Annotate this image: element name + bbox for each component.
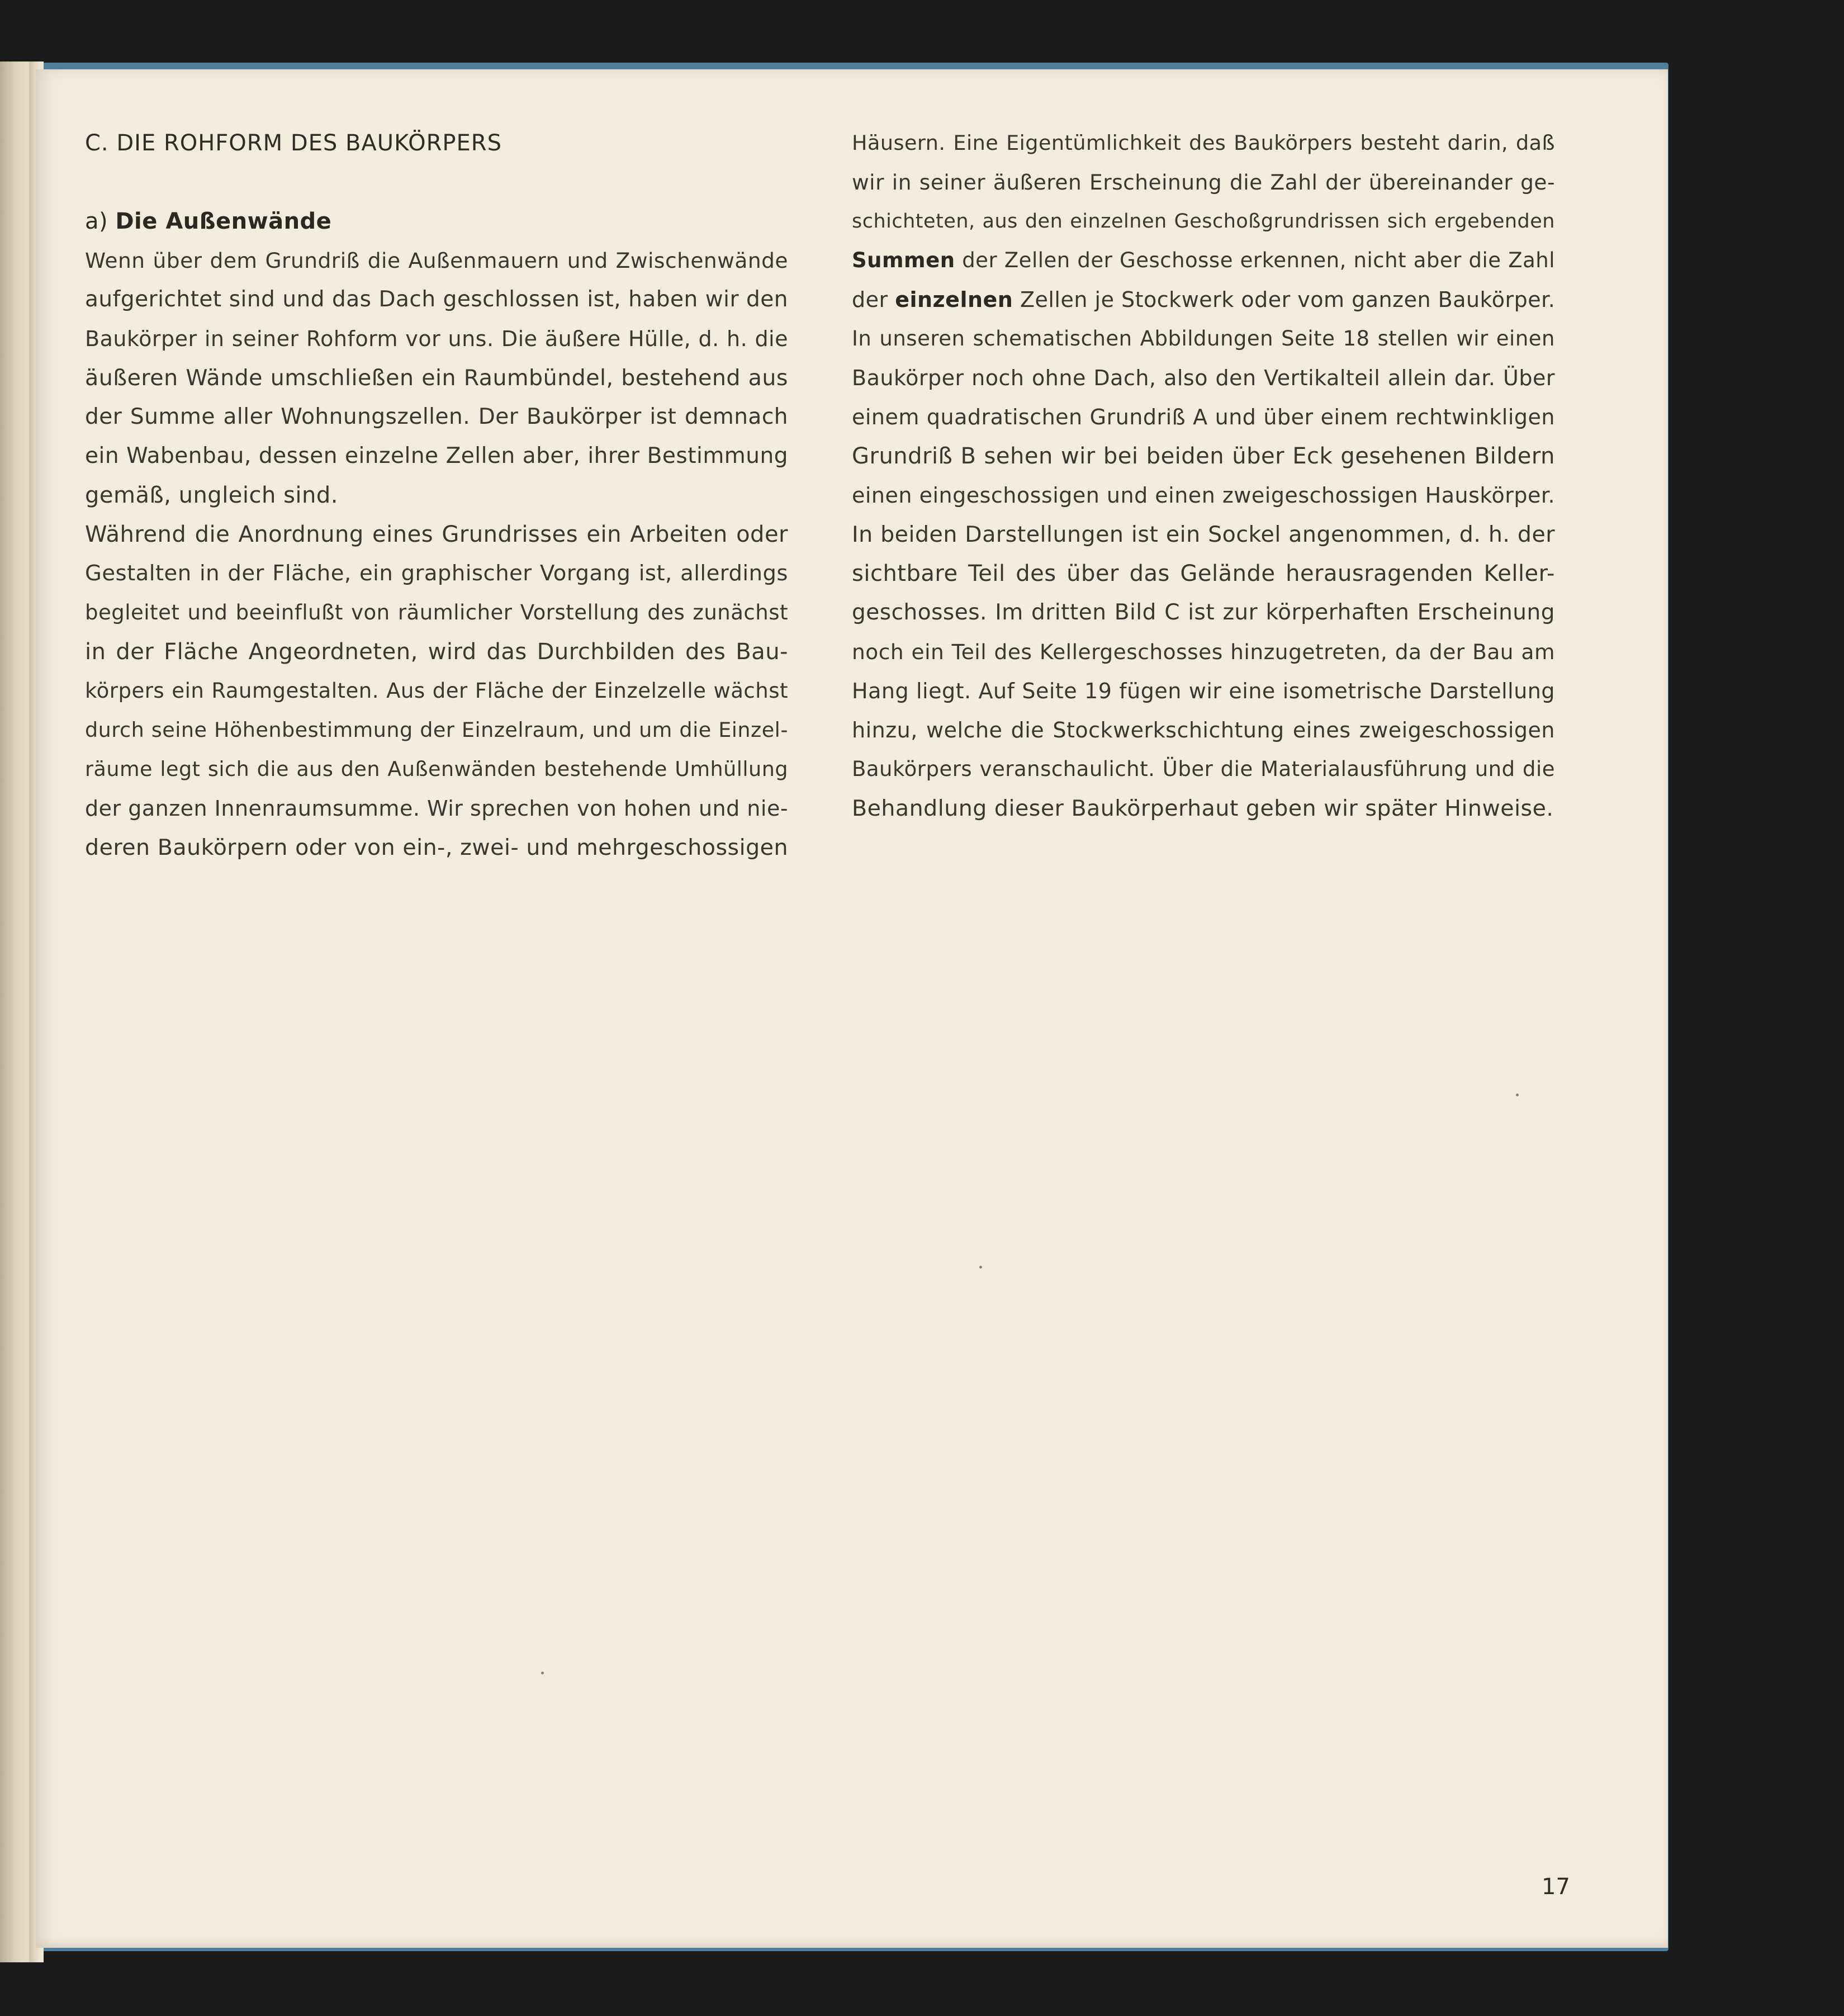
body-line: geschosses. Im dritten Bild C ist zur körperhaften Erscheinung	[852, 600, 1555, 625]
body-line: ein Wabenbau, dessen einzelne Zellen aber, ihrer Bestimmung	[85, 443, 788, 468]
body-line: Behandlung dieser Baukörperhaut geben wir später Hinweise.	[852, 796, 1554, 821]
body-line: körpers ein Raumgestalten. Aus der Fläche der Einzelzelle wächst	[85, 679, 788, 703]
body-line: Grundriß B sehen wir bei beiden über Eck gesehenen Bildern	[852, 443, 1555, 469]
body-line: deren Baukörpern oder von ein-, zwei- und mehrgeschossigen	[85, 835, 788, 860]
body-line: wir in seiner äußeren Erscheinung die Zahl der übereinander ge-	[852, 170, 1555, 195]
body-line: aufgerichtet sind und das Dach geschlossen ist, haben wir den	[85, 287, 788, 312]
body-line: räume legt sich die aus den Außenwänden bestehende Umhüllung	[85, 757, 788, 781]
body-line: einen eingeschossigen und einen zweigeschossigen Hauskörper.	[852, 483, 1556, 508]
body-line: sichtbare Teil des über das Gelände herausragenden Keller-	[852, 561, 1555, 586]
body-line: gemäß, ungleich sind.	[85, 482, 338, 508]
body-line: In beiden Darstellungen ist ein Sockel angenommen, d. h. der	[852, 522, 1555, 547]
subsection-prefix: a)	[85, 209, 108, 234]
body-line: begleitet und beeinflußt von räumlicher Vorstellung des zunächst	[85, 600, 788, 624]
page-number: 17	[1542, 1874, 1570, 1900]
body-line: der Summe aller Wohnungszellen. Der Baukörper ist demnach	[85, 404, 788, 429]
subsection-heading	[85, 205, 331, 238]
body-line: Baukörpers veranschaulicht. Über die Materialausführung und die	[852, 757, 1555, 781]
section-heading: C. DIE ROHFORM DES BAUKÖRPERS	[85, 130, 502, 156]
body-line: Baukörper in seiner Rohform vor uns. Die äußere Hülle, d. h. die	[85, 326, 788, 351]
body-line: Gestalten in der Fläche, ein graphischer Vorgang ist, allerdings	[85, 561, 788, 586]
body-line: schichteten, aus den einzelnen Geschoßgrundrissen sich ergebenden	[852, 210, 1555, 233]
body-text: der	[852, 287, 895, 312]
paper-speck	[1516, 1094, 1519, 1096]
body-line: hinzu, welche die Stockwerkschichtung eines zweigeschossigen	[852, 718, 1555, 742]
body-text: der Zellen der Geschosse erkennen, nicht aber die Zahl	[955, 248, 1555, 272]
body-line: Häusern. Eine Eigentümlichkeit des Baukörpers besteht darin, daß	[852, 131, 1555, 155]
body-line: der ganzen Innenraumsumme. Wir sprechen von hohen und nie-	[85, 796, 789, 821]
body-line: äußeren Wände umschließen ein Raumbündel, bestehend aus	[85, 365, 788, 391]
body-line	[852, 283, 1555, 316]
paper-speck	[979, 1266, 982, 1269]
body-line: einem quadratischen Grundriß A und über einem rechtwinkligen	[852, 405, 1555, 429]
body-line: Hang liegt. Auf Seite 19 fügen wir eine isometrische Darstellung	[852, 679, 1555, 703]
body-line	[852, 244, 1555, 277]
subsection-title: Die Außenwände	[115, 209, 332, 234]
body-line: Wenn über dem Grundriß die Außenmauern und Zwischenwände	[85, 248, 788, 273]
body-line: In unseren schematischen Abbildungen Seite 18 stellen wir einen	[852, 326, 1555, 351]
body-line: Baukörper noch ohne Dach, also den Vertikalteil allein dar. Über	[852, 366, 1555, 390]
body-line: noch ein Teil des Kellergeschosses hinzugetreten, da der Bau am	[852, 640, 1555, 664]
body-line: in der Fläche Angeordneten, wird das Durchbilden des Bau-	[85, 639, 788, 665]
body-text: Zellen je Stockwerk oder vom ganzen Baukörper.	[1013, 287, 1556, 312]
body-line: durch seine Höhenbestimmung der Einzelraum, und um die Einzel-	[85, 718, 788, 742]
body-line: Während die Anordnung eines Grundrisses ein Arbeiten oder	[85, 522, 788, 547]
emphasis-einzelnen: einzelnen	[895, 287, 1013, 312]
emphasis-summen: Summen	[852, 248, 955, 272]
book-page	[36, 69, 1668, 1948]
paper-speck	[541, 1672, 544, 1674]
